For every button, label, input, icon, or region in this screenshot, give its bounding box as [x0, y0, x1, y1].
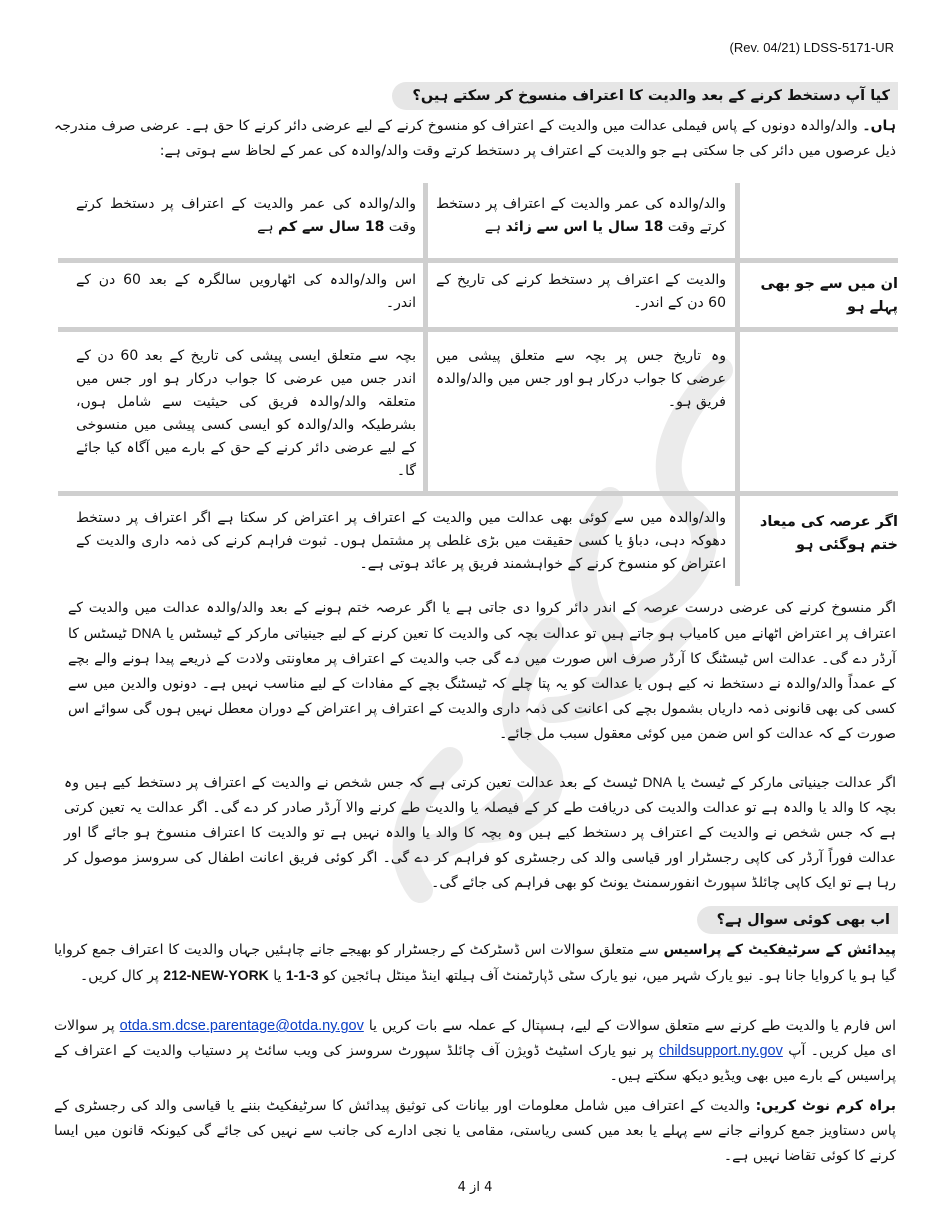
- row1-under18: اس والد/والدہ کی اٹھارویں سالگرہ کے بعد 60 دن کے اندر۔: [76, 272, 416, 311]
- form-id: (Rev. 04/21) LDSS-5171-UR: [729, 40, 894, 55]
- paragraph-note: براہ کرم نوٹ کریں: والدیت کے اعتراف میں شامل معلومات اور بیانات کی توثیق پیدائش کا سرٹیفکیٹ بننے یا قیاسی والد کی رجسٹری کے پاس دستاویز جمع کروانے جانے سے پہلے یا بعد میں کسی ریاستی، مقامی یا نجی ادارے کی جانب سے نہیں کی جائے گی کیونکہ قانون میں ایسا کرنے کا کوئی تقاضا نہیں ہے۔: [54, 1098, 896, 1164]
- intro-yes: ہاں۔: [862, 118, 896, 134]
- col-header-18-or-over: والد/والدہ کی عمر والدیت کے اعتراف پر دستخط کرتے وقت 18 سال یا اس سے زائد ہے: [436, 196, 726, 235]
- intro-text: والد/والدہ دونوں کے پاس فیملی عدالت میں والدیت کے اعتراف کو منسوخ کرنے کے لیے عرضی دائر کرنے کا حق ہے۔ عرضی صرف مندرجہ ذیل عرصوں میں دائر کی جا سکتی ہے جو والدیت کے اعتراف پر دستخط کرتے وقت والد/والدہ کی عمر کے لحاظ سے ہوتی ہے:: [54, 118, 896, 159]
- email-link[interactable]: otda.sm.dcse.parentage@otda.ny.gov: [119, 1018, 364, 1034]
- page-number: 4 از 4: [457, 1180, 493, 1195]
- row3-text: والد/والدہ میں سے کوئی بھی عدالت میں والدیت کے اعتراف پر اعتراض کر سکتا ہے اگر اعتراف پر دستخط دھوکہ دہی، دباؤ یا کسی حقیقت میں بڑی غلطی پر مشتمل ہوں۔ ثبوت فراہم کرنے کی ذمہ داری والدیت کے اعتراض کو منسوخ کرنے کے خواہشمند فریق پر عائد ہوتی ہے۔: [76, 510, 726, 572]
- col-header-under-18: والد/والدہ کی عمر والدیت کے اعتراف پر دستخط کرتے وقت 18 سال سے کم ہے: [76, 196, 416, 235]
- paragraph-birth-certificate: پیدائش کے سرٹیفکیٹ کے پراسیس سے متعلق سوالات اس ڈسٹرکٹ کے رجسٹرار کو بھیجے جانے چاہئیں جہاں والدیت کا اعتراف جمع کروایا گیا ہو یا کروایا جانا ہو۔ نیو یارک شہر میں، نیو یارک سٹی ڈپارٹمنٹ آف ہیلتھ اینڈ مینٹل ہائجین کو 1-1-3 یا 212-NEW-YORK پر کال کریں۔: [54, 942, 896, 984]
- row1-over18: والدیت کے اعتراف پر دستخط کرنے کی تاریخ کے 60 دن کے اندر۔: [436, 272, 726, 311]
- section-heading-questions: اب بھی کوئی سوال ہے؟: [697, 906, 898, 934]
- paragraph-contact: اس فارم یا والدیت طے کرنے سے متعلق سوالات کے لیے، ہسپتال کے عملہ سے بات کریں یا otda.sm.dcse.parentage@otda.ny.gov پر سوالات ای میل کریں۔ آپ childsupport.ny.gov پر نیو یارک اسٹیٹ ڈویژن آف چائلڈ سپورٹ سروسز کی ویب سائٹ پر دستیاب والدیت کے اعتراف کے پراسیس کے بارے میں بھی ویڈیو دیکھ سکتے ہیں۔: [54, 1018, 896, 1084]
- row-head-period-expired: اگر عرصہ کی میعاد ختم ہوگئی ہو: [759, 514, 898, 553]
- row-head-whichever-first: ان میں سے جو بھی پہلے ہو: [760, 276, 898, 315]
- intro-paragraph: [54, 114, 896, 164]
- row2-over18: وہ تاریخ جس پر بچہ سے متعلق پیشی میں عرضی کا جواب درکار ہو اور جس میں والد/والدہ فریق ہو۔: [436, 348, 726, 410]
- revocation-table: [58, 183, 898, 586]
- phone-new-york: 212-NEW-YORK: [163, 967, 269, 983]
- paragraph-dna-testing: اگر منسوخ کرنے کی عرضی درست عرصہ کے اندر دائر کروا دی جاتی ہے یا اگر عرصہ ختم ہونے کے بعد والد/والدہ عدالت میں والدیت کے اعتراف پر اعتراض اٹھانے میں کامیاب ہو جاتے ہیں تو عدالت بچہ کی والدیت کا تعین کرنے کے لیے جینیاتی مارکر کے ٹیسٹس یا DNA ٹیسٹس کا آرڈر دے گی۔ عدالت اس ٹیسٹنگ کا آرڈر صرف اس صورت میں دے گی جب والدیت کے اعتراف پر معاونتی ولادت کے ذریعے پیدا ہونے والے بچے کے عمداً والد/والدہ نے دستخط نہ کیے ہوں یا عدالت کو یہ پتا چلے کہ ٹیسٹنگ بچے کے مفادات کے لیے مناسب نہیں ہے۔ دونوں والدین میں سے کسی کی بھی قانونی ذمہ داریاں بشمول بچے کی اعانت کی ذمہ داری والدیت کے اعتراف پر اعتراض کے دوران معطل نہیں ہوں گی سوائے اس صورت کے کہ عدالت کو اس ضمن میں کوئی معقول سبب مل جائے۔: [68, 600, 896, 742]
- section-heading-revoke: کیا آپ دستخط کرنے کے بعد والدیت کا اعتراف منسوخ کر سکتے ہیں؟: [392, 82, 898, 110]
- website-link[interactable]: childsupport.ny.gov: [659, 1043, 783, 1059]
- paragraph-dna-result: اگر عدالت جینیاتی مارکر کے ٹیسٹ یا DNA ٹیسٹ کے بعد عدالت تعین کرتی ہے کہ جس شخص نے والدیت کے اعتراف پر دستخط کیے ہیں وہ بچہ کا والد یا والدہ ہے تو عدالت والدیت کی دریافت طے کر کے فیصلہ یا والدیت طے کرنے والا آرڈر صادر کر دے گی۔ اگر عدالت یہ تعین کرتی ہے کہ جس شخص نے والدیت کے اعتراف پر دستخط کیے ہیں وہ بچہ کا والد یا والدہ نہیں ہے تو والدیت کا اعتراف منسوخ ہو جائے گا اور عدالت فوراً آرڈر کی کاپی رجسٹرار اور قیاسی والد کی رجسٹری کو فراہم کر دے گی۔ اگر کوئی فریق اعانت اطفال کی سروسز موصول کر رہا ہے تو ایک کاپی چائلڈ سپورٹ انفورسمنٹ یونٹ کو بھی فراہم کی جائے گی۔: [64, 774, 896, 891]
- row2-under18: بچہ سے متعلق ایسی پیشی کی تاریخ کے بعد 60 دن کے اندر جس میں عرضی کا جواب درکار ہو اور جس میں متعلقہ والد/والدہ فریق کی حیثیت سے شامل ہوں، بشرطیکہ والد/والدہ کو ایسی کسی پیشی میں منسوخی کے لیے عرضی دائر کرنے کے حق کے بارے میں آگاہ کیا جائے گا۔: [76, 348, 416, 479]
